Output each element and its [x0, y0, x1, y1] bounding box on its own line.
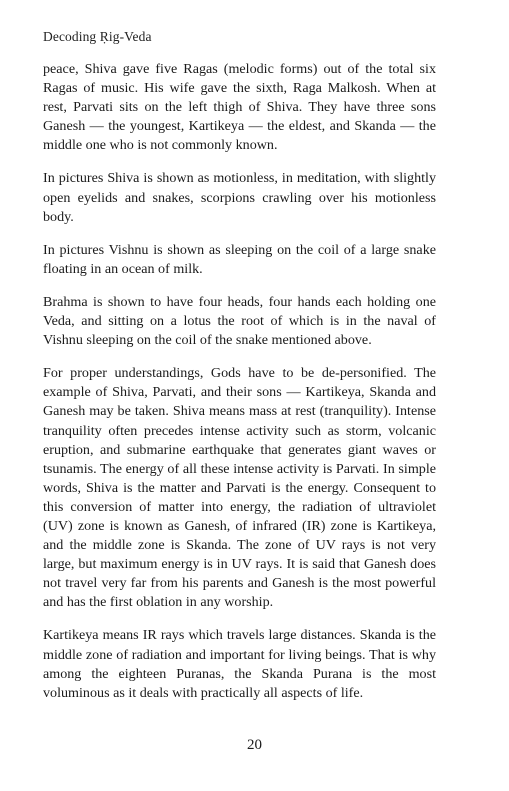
paragraph: In pictures Vishnu is shown as sleeping on the coil of a large snake floating in an ocean of milk.: [43, 241, 436, 277]
paragraph: Kartikeya means IR rays which travels large distances. Skanda is the middle zone of radiation and important for living beings. That is why among the eighteen Puranas, the Skanda Purana is the most voluminous as it deals with practically all aspects of life.: [43, 627, 436, 701]
paragraph: For proper understandings, Gods have to be de-personified. The example of Shiva, Parvati, and their sons — Kartikeya, Skanda and Ganesh may be taken. Shiva means mass at rest (tranquility). Intense tranquility often precedes intense activity such as storm, volcanic eruption, and submarine earthquake that generates giant waves or tsunamis. The energy of all these intense activity is Parvati. In simple words, Shiva is the matter and Parvati is the energy. Consequent to this conversion of matter into energy, the radiation of ultraviolet (UV) zone is known as Ganesh, of infrared (IR) zone is Kartikeya, and the middle zone is Skanda. The zone of UV rays is not very large, but maximum energy is in UV rays. It is said that Ganesh does not travel very far from his parents and Ganesh is the most powerful and has the first oblation in any worship.: [43, 365, 436, 611]
paragraph: peace, Shiva gave five Ragas (melodic forms) out of the total six Ragas of music. His wife gave the sixth, Raga Malkosh. When at rest, Parvati sits on the left thigh of Shiva. They have three sons Ganesh — the youngest, Kartikeya — the eldest, and Skanda — the middle one who is not commonly known.: [43, 61, 436, 154]
body-text: [43, 60, 436, 717]
paragraph: Brahma is shown to have four heads, four hands each holding one Veda, and sitting on a lotus the root of which is in the naval of Vishnu sleeping on the coil of the snake mentioned above.: [43, 293, 436, 349]
running-head: Decoding Ṛig-Veda: [43, 29, 152, 44]
paragraph: In pictures Shiva is shown as motionless, in meditation, with slightly open eyelids and snakes, scorpions crawling over his motionless body.: [43, 170, 436, 225]
page-number: 20: [247, 737, 262, 753]
